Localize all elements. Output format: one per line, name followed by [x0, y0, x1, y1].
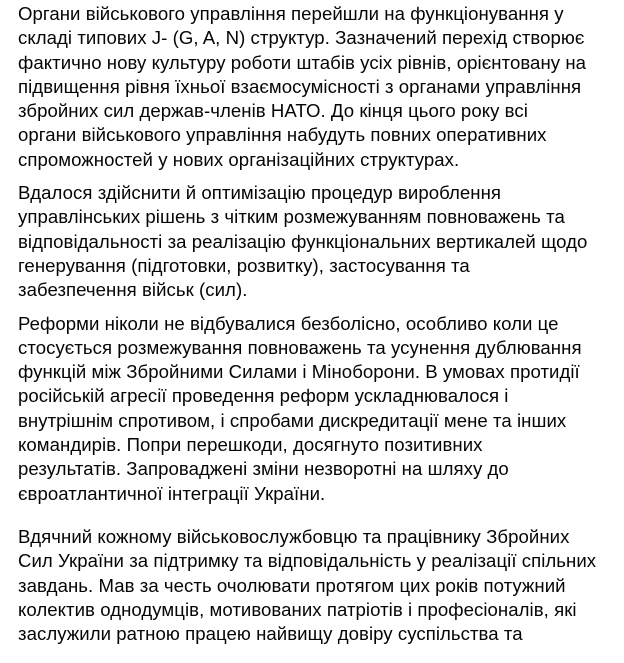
- text-line: колектив однодумців, мотивованих патріотів і професіоналів, які: [18, 598, 577, 620]
- text-line: підвищення рівня їхньої взаємосумісності з органами управління: [18, 75, 582, 97]
- text-line: Вдячний кожному військовослужбовцю та працівнику Збройних: [18, 525, 570, 547]
- text-line: органи військового управління набудуть повних оперативних: [18, 124, 547, 146]
- text-line: забезпечення військ (сил).: [18, 279, 248, 301]
- post-body: [18, 2, 618, 655]
- text-line: завдань. Мав за честь очолювати протягом цих років потужний: [18, 574, 566, 596]
- text-line: відповідальності за реалізацію функціональних вертикалей щодо: [18, 230, 588, 252]
- text-line: Вдалося здійснити й оптимізацію процедур вироблення: [18, 182, 502, 204]
- text-line: Сил України за підтримку та відповідальність у реалізації спільних: [18, 550, 597, 572]
- text-line: результатів. Запроваджені зміни незворотні на шляху до: [18, 458, 509, 480]
- text-line: функцій між Збройними Силами і Міноборони. В умовах протидії: [18, 361, 580, 383]
- text-line: командирів. Попри перешкоди, досягнуто позитивних: [18, 434, 483, 456]
- text-line: фактично нову культуру роботи штабів усіх рівнів, орієнтовану на: [18, 51, 587, 73]
- text-line: складі типових J- (G, A, N) структур. Зазначений перехід створює: [18, 27, 585, 49]
- text-line: стосується розмежування повноважень та усунення дублювання: [18, 336, 582, 358]
- text-line: євроатлантичної інтеграції України.: [18, 482, 326, 504]
- text-line: генерування (підготовки, розвитку), застосування та: [18, 254, 470, 276]
- text-line: російській агресії проведення реформ ускладнювалося і: [18, 385, 509, 407]
- text-line: збройних сил держав-членів НАТО. До кінця цього року всі: [18, 100, 528, 122]
- text-line: Реформи ніколи не відбувалися безболісно, особливо коли це: [18, 312, 559, 334]
- text-line: внутрішнім спротивом, і спробами дискредитації мене та інших: [18, 409, 567, 431]
- post-paragraph-4: [18, 525, 618, 646]
- text-line: заслужили ратною працею найвищу довіру суспільства та: [18, 623, 523, 645]
- text-line: Органи військового управління перейшли на функціонування у: [18, 3, 564, 24]
- post-paragraph-3: [18, 312, 618, 506]
- post-paragraph-1: [18, 2, 618, 172]
- text-line: управлінських рішень з чітким розмежуванням повноважень та: [18, 206, 565, 228]
- post-paragraph-2: [18, 181, 618, 302]
- text-line: спроможностей у нових організаційних структурах.: [18, 148, 460, 170]
